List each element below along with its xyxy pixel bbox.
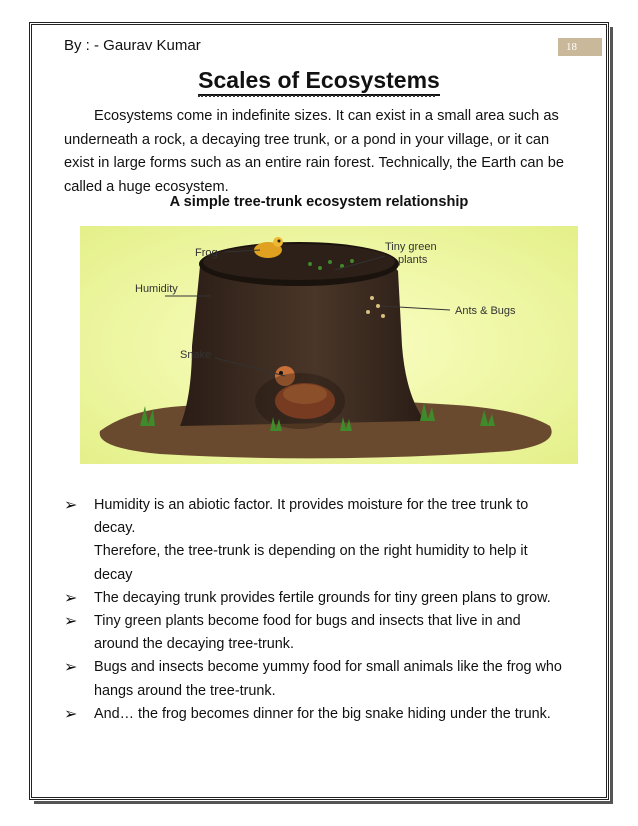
arrow-bullet-icon: ➢ [64,659,78,677]
arrow-bullet-icon: ➢ [64,497,78,514]
page-title-text: Scales of Ecosystems [198,67,440,96]
intro-line: exist in large forms such as an entire rain forest. Technically, the Earth can be [64,155,564,171]
bullet-item: ➢ Humidity is an abiotic factor. It provides moisture for the tree trunk to decay. Therefore, the tree-trunk is depending on the right humidity to help it decay [64,494,594,587]
page-title [0,67,638,94]
arrow-bullet-icon: ➢ [64,705,78,723]
figure-caption: A simple tree-trunk ecosystem relationship [169,194,469,210]
label-tiny-green-line2: plants [398,254,428,266]
label-humidity: Humidity [135,283,178,295]
label-tiny-green-line1: Tiny green [385,241,437,253]
arrow-bullet-icon: ➢ [64,613,78,631]
label-ants-bugs: Ants & Bugs [455,305,516,317]
bullet-item: ➢ Tiny green plants become food for bugs and insects that live in and around the decaying tree-trunk. [64,610,594,656]
header-author: By : - Gaurav Kumar [64,37,201,54]
bullet-item: ➢ Bugs and insects become yummy food for small animals like the frog who hangs around the tree-trunk. [64,656,594,702]
bullet-item: ➢ And… the frog becomes dinner for the big snake hiding under the trunk. [64,703,594,726]
label-snake: Snake [180,349,212,361]
intro-line: called a huge ecosystem. [64,178,229,195]
arrow-bullet-icon: ➢ [64,589,78,607]
bullet-item: ➢ The decaying trunk provides fertile grounds for tiny green plans to grow. [64,587,594,610]
intro-line: Ecosystems come in indefinite sizes. It can exist in a small area such as [94,108,559,124]
intro-line: underneath a rock, a decaying tree trunk, or a pond in your village, or it can [64,131,550,148]
ecosystem-diagram [80,226,578,464]
page-number-badge: 18 [558,38,602,56]
tree-trunk-ecosystem-illustration [80,226,578,464]
label-frog: Frog [195,247,218,259]
title-dotted-underline [198,95,435,101]
intro-paragraph [64,105,579,199]
bullet-list [64,494,594,726]
